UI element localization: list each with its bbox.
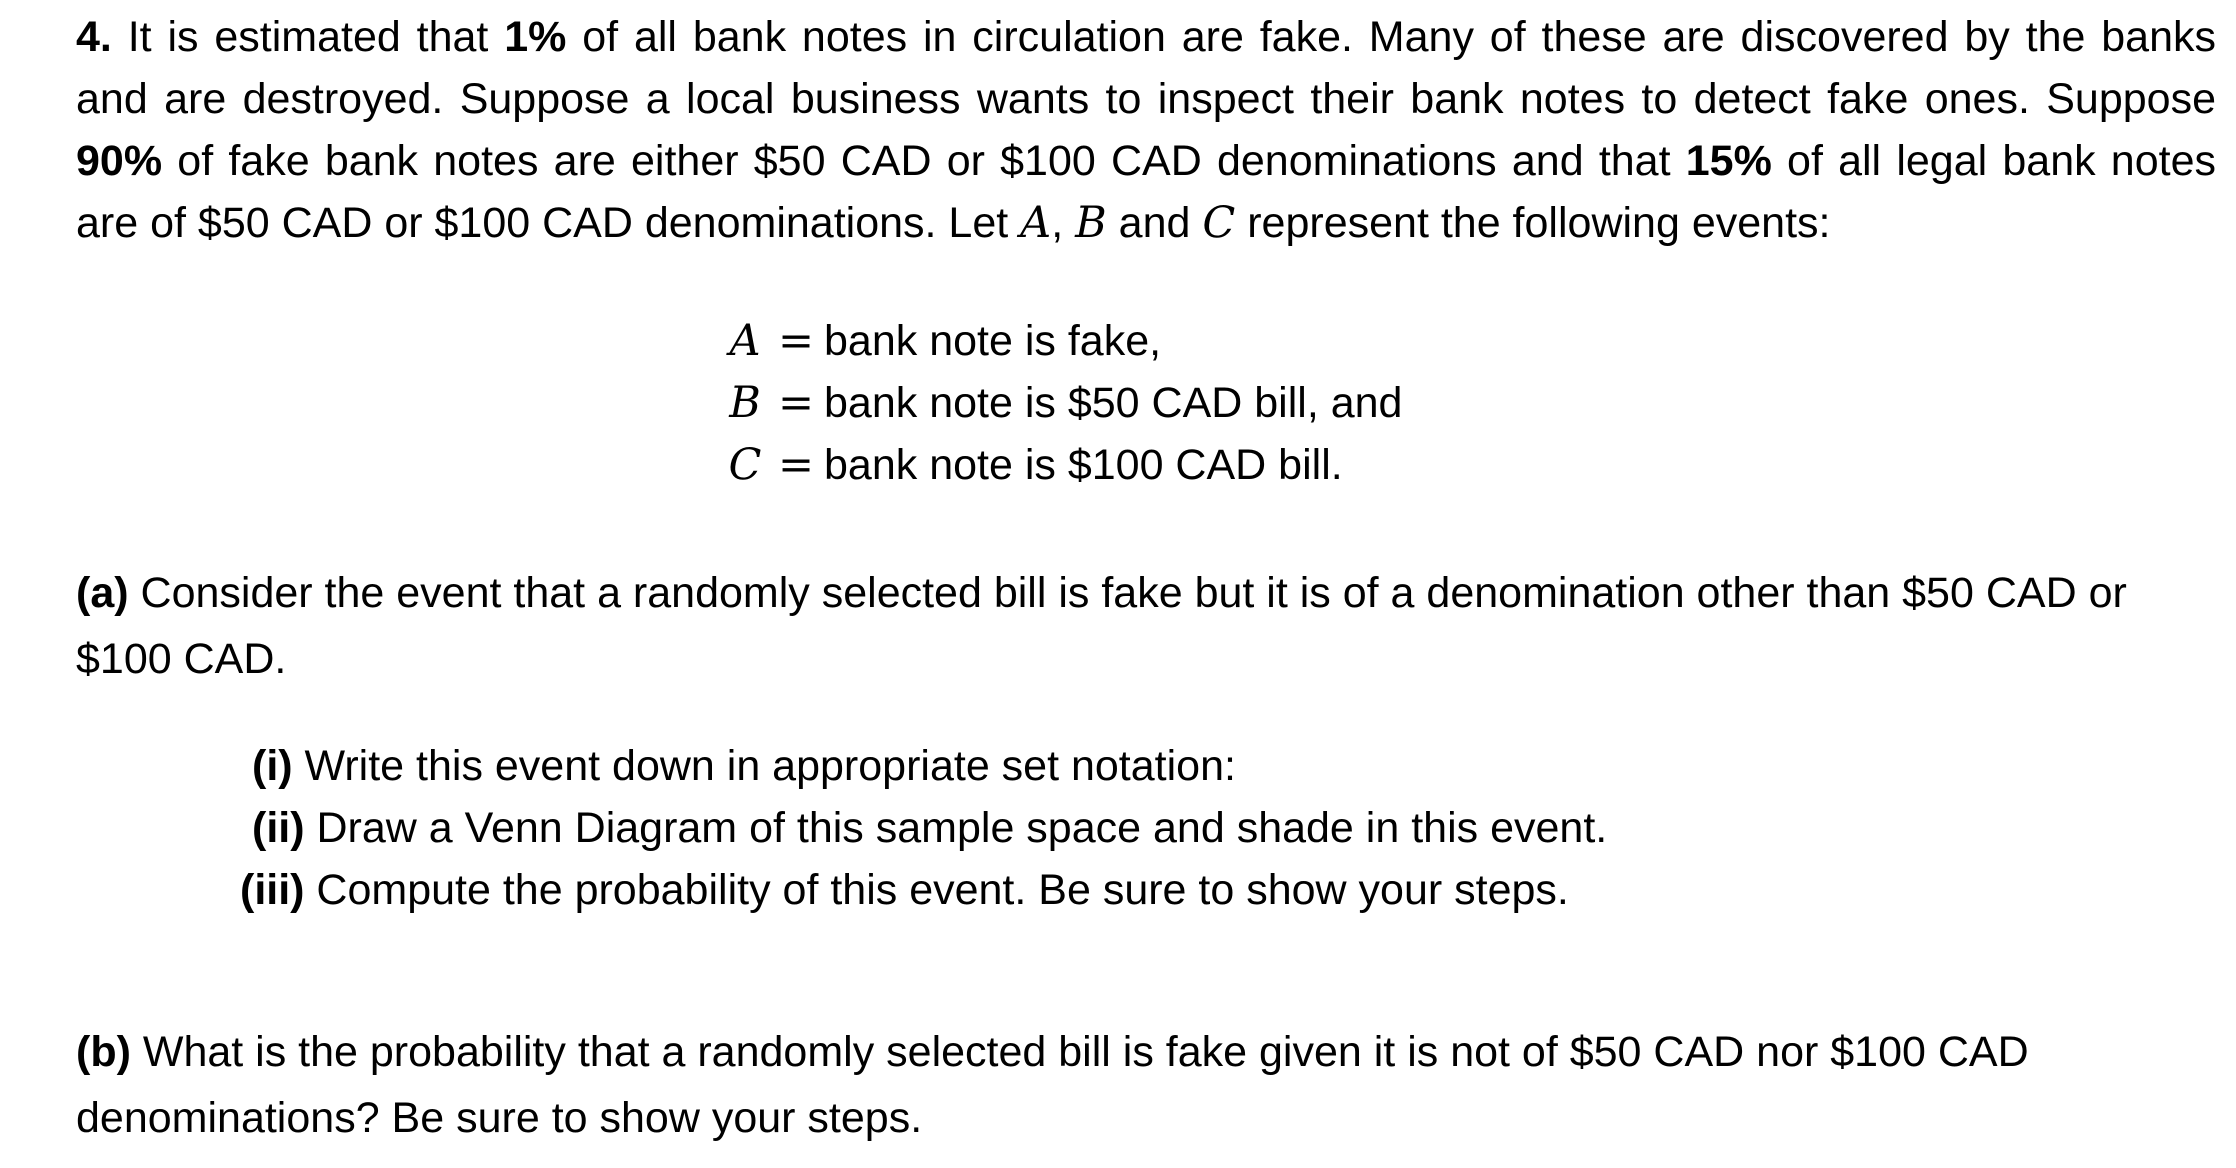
definition-text: bank note is fake, (824, 317, 1162, 365)
part-a-text: Consider the event that a randomly selected bill is fake but it is of a denomination other than $50 CAD or $100 CAD. (76, 569, 2127, 683)
intro-text-5: represent the following events: (1235, 199, 1831, 247)
equals-sign: = (777, 316, 815, 366)
equals-sign: = (777, 378, 815, 428)
definition-a (722, 310, 1402, 372)
pct-fake-50-100: 90% (76, 137, 163, 185)
subpart-text: Write this event down in appropriate set notation: (292, 742, 1236, 790)
subpart-label: (iii) (240, 866, 305, 914)
sep-1: , (1051, 199, 1076, 247)
part-b-label: (b) (76, 1028, 131, 1076)
intro-text-4: of all legal bank notes are of $50 CAD or $100 CAD denominations. Let (76, 137, 2216, 247)
event-definitions (722, 310, 1402, 496)
subpart-text: Draw a Venn Diagram of this sample space and shade in this event. (304, 804, 1608, 852)
subpart-i (252, 735, 1236, 797)
part-b (76, 1019, 2176, 1151)
definition-text: bank note is $50 CAD bill, and (824, 379, 1403, 427)
var-c: C (1202, 198, 1236, 248)
subpart-label: (i) (252, 742, 293, 790)
subpart-ii (252, 797, 1607, 859)
pct-legal-50-100: 15% (1685, 137, 1772, 185)
subpart-text: Compute the probability of this event. Be sure to show your steps. (304, 866, 1569, 914)
definition-var: B (729, 378, 761, 428)
part-a (76, 560, 2176, 692)
intro-text-2: of all bank notes in circulation are fake. Many of these are discovered by the banks and are destroyed. Suppose a local business wants to inspect their bank notes to detect fake ones. Suppose (76, 13, 2216, 123)
part-b-text: What is the probability that a randomly selected bill is fake given it is not of $50 CAD nor $100 CAD denominations? Be sure to show your steps. (76, 1028, 2029, 1142)
subpart-label: (ii) (252, 804, 305, 852)
subpart-iii (240, 859, 1569, 921)
intro-text-3: of fake bank notes are either $50 CAD or $100 CAD denominations and that (162, 137, 1686, 185)
definition-b (722, 372, 1402, 434)
equals-sign: = (777, 440, 815, 490)
intro-text-1: It is estimated that (111, 13, 505, 61)
definition-text: bank note is $100 CAD bill. (824, 441, 1343, 489)
definition-c (722, 434, 1402, 496)
pct-fake: 1% (504, 13, 567, 61)
problem-intro (76, 6, 2216, 254)
sep-2: and (1106, 199, 1203, 247)
definition-var: C (728, 440, 762, 490)
problem-number: 4. (76, 13, 112, 61)
var-a: A (1020, 198, 1052, 248)
part-a-label: (a) (76, 569, 129, 617)
definition-var: A (729, 316, 761, 366)
var-b: B (1075, 198, 1107, 248)
